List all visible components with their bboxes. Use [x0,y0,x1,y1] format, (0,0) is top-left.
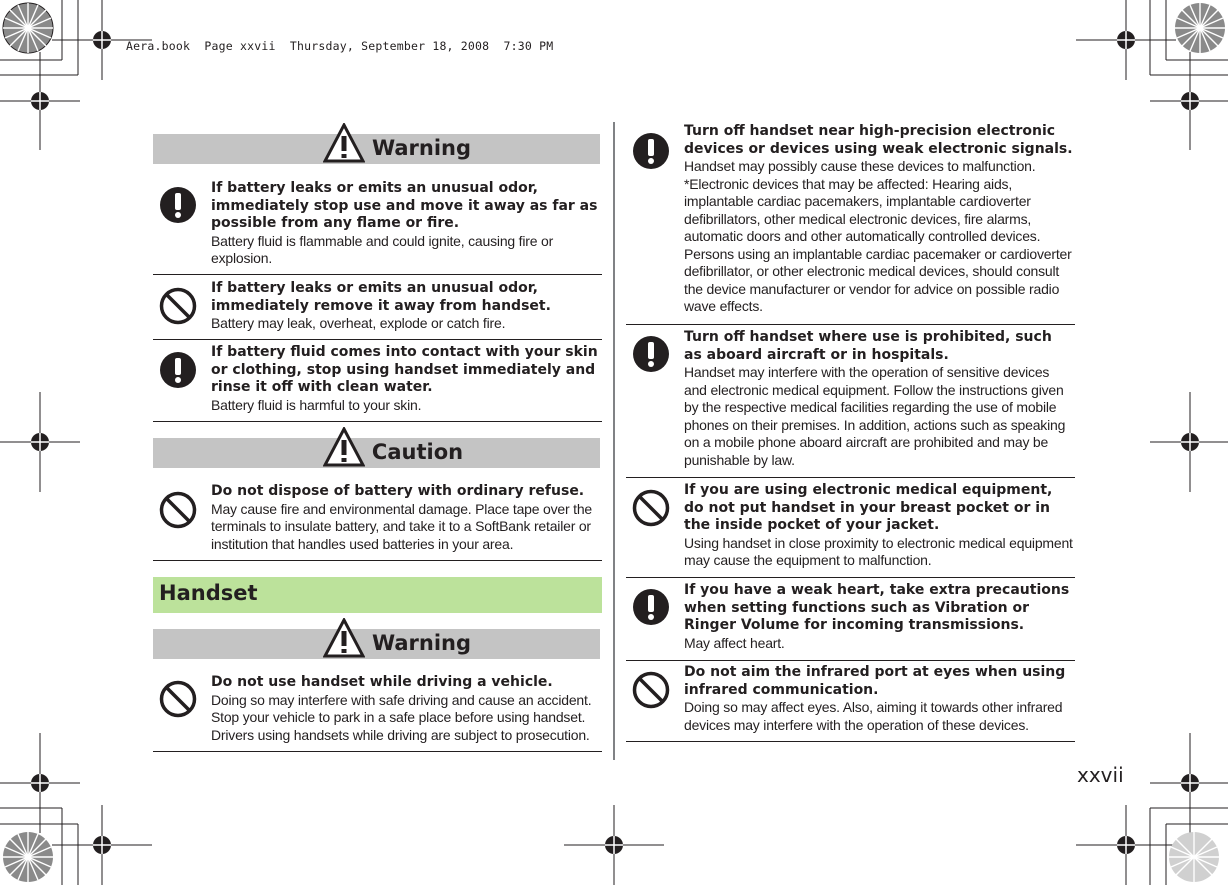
exclamation-icon [632,588,670,626]
item-text [211,674,600,744]
list-item [626,325,1075,478]
column-divider [613,122,615,760]
item-title: If you have a weak heart, take extra precautions when setting functions such as Vibration or Ringer Volume for incoming transmissions. [684,582,1070,633]
item-body: May cause fire and environmental damage. Place tape over the terminals to insulate battery, and take it to a SoftBank retailer or institution that handles used batteries in your area. [211,500,593,552]
item-body: Using handset in close proximity to electronic medical equipment may cause the equipment to malfunction. [684,534,1073,568]
list-item [153,275,602,340]
item-text [684,664,1073,734]
item-title: If battery leaks or emits an unusual odor, immediately remove it away from handset. [211,280,551,314]
list-item [626,578,1075,661]
prohibition-icon [632,489,670,527]
list-item [153,667,602,752]
item-body: Battery may leak, overheat, explode or catch fire. [211,315,506,331]
running-header: Aera.book Page xxvii Thursday, September 18, 2008 7:30 PM [126,39,554,53]
list-item [626,118,1075,325]
item-title: Turn off handset where use is prohibited, such as aboard aircraft or in hospitals. [684,329,1052,363]
item-title: Do not use handset while driving a vehicle. [211,674,553,690]
prohibition-icon [632,671,670,709]
list-item [153,340,602,422]
prohibition-icon [159,287,197,325]
exclamation-icon [632,132,670,170]
list-item [153,172,602,275]
prohibition-icon [159,680,197,718]
item-title: If you are using electronic medical equipment, do not put handset in your breast pocket or in the inside pocket of your jacket. [684,482,1053,533]
item-text [684,582,1073,652]
item-title: If battery leaks or emits an unusual odor, immediately stop use and move it away as far as possible from any flame or fire. [211,180,598,231]
list-item [626,478,1075,578]
item-text [684,123,1073,316]
caution-bar [153,438,600,468]
item-body: Battery fluid is harmful to your skin. [211,396,422,413]
item-title: If battery fluid comes into contact with your skin or clothing, stop using handset immediately and rinse it off with clean water. [211,344,598,395]
item-text [684,482,1073,570]
item-title: Do not aim the infrared port at eyes when using infrared communication. [684,664,1066,698]
item-body: Handset may interfere with the operation of sensitive devices and electronic medical equipment. Follow the instructions given by the respective medical facilities regarding the use of mobile phones on their premises. In addition, actions such as speaking on a mobile phone aboard aircraft are prohibited and may be punishable by law. [684,364,1066,468]
item-text [211,180,600,268]
section-title: Handset [159,581,258,605]
prohibition-icon [159,491,197,529]
item-body: Doing so may affect eyes. Also, aiming it towards other infrared devices may interfere with the operation of these devices. [684,699,1063,733]
item-body: Handset may possibly cause these devices to malfunction. *Electronic devices that may be affected: Hearing aids, implantable cardiac pacemakers, implantable cardioverter defibrillators, other medical electronic devices, fire alarms, automatic doors and other automatically controlled devices. Persons using an implantable cardiac pacemaker or cardioverter defibrillator, or other electronic medical devices, should consult the device manufacturer or vendor for advice on possible radio wave effects. [684,158,1072,314]
caution-label: Caution [371,440,464,464]
section-header [153,577,602,613]
exclamation-icon [159,186,197,224]
item-text [211,344,600,414]
item-body: May affect heart. [684,634,785,651]
item-title: Turn off handset near high-precision electronic devices or devices using weak electronic signals. [684,123,1073,157]
warning-label: Warning [371,631,472,655]
item-text [211,280,600,333]
item-title: Do not dispose of battery with ordinary refuse. [211,483,585,499]
warning-label: Warning [371,136,472,160]
page-number: xxvii [1077,763,1124,787]
item-text [684,329,1073,469]
list-item [626,661,1075,742]
warning-bar [153,629,600,659]
list-item [153,476,602,561]
item-body: Battery fluid is flammable and could ignite, causing fire or explosion. [211,232,554,266]
item-text [211,483,600,553]
item-body: Doing so may interfere with safe driving and cause an accident. Stop your vehicle to park in a safe place before using handset. Drivers using handsets while driving are subject to prosecution. [211,691,592,743]
warning-bar [153,134,600,164]
exclamation-icon [159,351,197,389]
exclamation-icon [632,335,670,373]
